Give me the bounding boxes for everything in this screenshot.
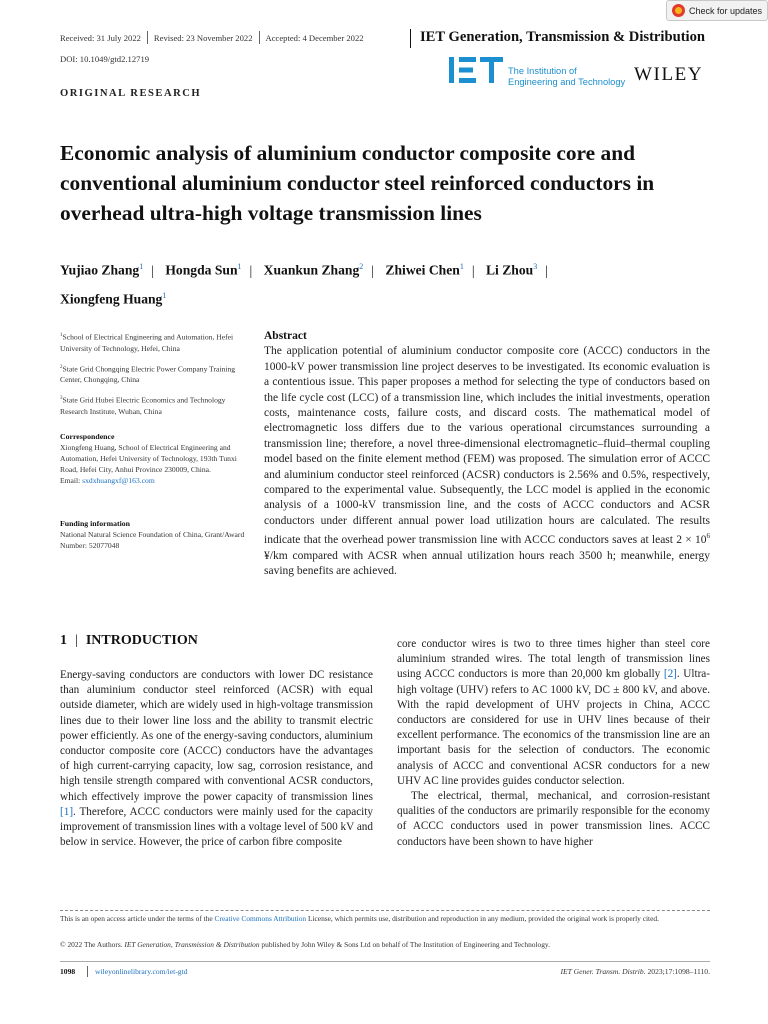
funding-text: National Natural Science Foundation of China, Grant/Award Number: 52077048 <box>60 530 245 550</box>
author[interactable]: Li Zhou$^3$ <box>485 262 538 278</box>
affiliation: $^2$State Grid Chongqing Electric Power Company Training Center, Chongqing, China <box>60 364 236 385</box>
abstract-heading: Abstract <box>264 330 307 342</box>
citation-link[interactable]: [1] <box>60 805 74 818</box>
article-dates <box>60 33 364 46</box>
iet-logo <box>449 57 503 83</box>
iet-line-2: Engineering and Technology <box>508 76 626 87</box>
divider <box>147 31 148 44</box>
correspondence-email: Email: sxdxhuangxf@163.com <box>60 476 155 485</box>
paragraph: The electrical, thermal, mechanical, and corrosion-resistant qualities of the conductors are primarily responsible for the economy of ACCC conductors used in power transmission lines. ACCC conductors have been shown to have higher <box>397 790 710 848</box>
affiliations <box>60 330 250 425</box>
abstract-text: The application potential of aluminium conductor composite core (ACCC) conductors in the 1000-kV power transmission line project deserves to be investigated. Its economic evaluation is a contentious issue. This paper proposes a method for selecting the type of conductors based on the life cycle cost (LCC) of a transmission line, which includes the initial investments, operation costs, maintenance costs, failure costs, and discard costs. The mathematical model of electromagnetic loss differs due to the various operational circumstances surrounding a transmission line; therefore, a novel three-dimensional electromagnetic–fluid–thermal coupling model based on the finite element method (FEM) was proposed. The simulation error of ACCC and aluminium conductor steel reinforced (ACSR) conductors is 2.56% and 0.5%, respectively, compared to the experimental value. Subsequently, the LCC model is applied in the economic analysis of a 1000-kV transmission line, and the costs of ACCC conductors and ACSR conductors under different annual power load utilization hours are calculated. The results indicate that the overhead power transmission line with ACCC conductors saves at least $2 \times 10^6$ ¥/km compared with ACSR when annual utilization hours reach 3500 h; meanwhile, energy saving benefits are achieved. <box>264 345 710 577</box>
affiliation: $^1$School of Electrical Engineering and Automation, Hefei University of Technology, Hefei, China <box>60 332 234 353</box>
abstract <box>264 329 710 579</box>
email-link[interactable]: sxdxhuangxf@163.com <box>82 476 155 485</box>
intro-right-column <box>397 637 710 850</box>
author[interactable]: Yujiao Zhang$^1$ <box>60 262 144 278</box>
correspondence-address: Xiongfeng Huang, School of Electrical Engineering and Automation, Hefei University of Technology, 193th Tunxi Road, Hefei City, Anhui Province 230009, China. <box>60 443 237 474</box>
wiley-logo: WILEY <box>634 64 704 85</box>
journal-title: IET Generation, Transmission & Distribution <box>410 29 705 48</box>
received-date: Received: 31 July 2022 <box>60 33 141 43</box>
license-notice: This is an open access article under the terms of the Creative Commons Attribution License, which permits use, distribution and reproduction in any medium, provided the original work is properly cited. <box>60 914 659 923</box>
author-separator: | <box>249 262 253 278</box>
intro-left-column <box>60 668 373 850</box>
divider <box>259 31 260 44</box>
paragraph: Energy-saving conductors are conductors with lower DC resistance than aluminium conductor steel reinforced (ACSR) with equal outside diameter, which are widely used in high-voltage transmission lines due to their lower line loss and the ability to transmit electric power efficiently. As one of the energy-saving conductors, aluminium conductor composite core (ACCC) conductors have the advantages of high current-carrying capacity, low sag, corrosion resistance, and high tensile strength compared with conventional ACSR conductors, which effectively improve the power capacity of transmission lines [1]. Therefore, ACCC conductors were mainly used for the capacity improvement of transmission lines with a voltage level of 500 kV and below in service. However, the price of carbon fibre composite <box>60 669 373 849</box>
section-heading: 1 | INTRODUCTION <box>60 633 198 648</box>
accepted-date: Accepted: 4 December 2022 <box>265 33 364 43</box>
author[interactable]: Hongda Sun$^1$ <box>165 262 242 278</box>
author[interactable]: Xuankun Zhang$^2$ <box>263 262 364 278</box>
article-type: ORIGINAL RESEARCH <box>60 88 202 99</box>
author-list <box>60 254 720 311</box>
check-for-updates-button[interactable] <box>666 0 768 21</box>
author-separator: | <box>371 262 375 278</box>
author[interactable]: Xiongfeng Huang$^1$ <box>60 290 167 307</box>
doi[interactable]: DOI: 10.1049/gtd2.12719 <box>60 54 150 64</box>
funding <box>60 518 250 551</box>
revised-date: Revised: 23 November 2022 <box>153 33 253 43</box>
correspondence <box>60 431 250 486</box>
license-link[interactable]: Creative Commons Attribution <box>214 914 307 923</box>
author-separator: | <box>545 262 548 278</box>
article-title: Economic analysis of aluminium conductor composite core and conventional aluminium conductor steel reinforced conductors in overhead ultra-high voltage transmission lines <box>60 141 655 225</box>
page-number: 1098 <box>60 967 76 976</box>
correspondence-heading: Correspondence <box>60 432 115 441</box>
author-separator: | <box>471 262 475 278</box>
paragraph: core conductor wires is two to three times higher than steel core aluminium stranded wires. The total length of transmission lines using ACCC conductors is more than 20,000 km globally [2]. Ultra-high voltage (UHV) refers to AC 1000 kV, DC ± 800 kV, and above. With the rapid development of UHV projects in China, ACCC conductors are considered for use in UHV lines because of their excellent performance. The economics of the transmission line are an important basis for the selection of conductors. The economic analysis of ACCC and conventional ACSR conductors for a new UHV AC line provides guides conductor selection. <box>397 638 710 787</box>
crossmark-icon <box>672 4 685 17</box>
divider <box>87 966 88 977</box>
citation-link[interactable]: [2] <box>663 668 677 681</box>
affiliation: $^3$State Grid Hubei Electric Economics and Technology Research Institute, Wuhan, China <box>60 395 226 416</box>
footnote-divider <box>60 910 710 911</box>
author-separator: | <box>151 262 154 278</box>
iet-institution-name <box>508 66 625 87</box>
journal-url-link[interactable]: wileyonlinelibrary.com/iet-gtd <box>95 967 188 976</box>
journal-citation: IET Gener. Transm. Distrib. 2023;17:1098–1110. <box>560 967 710 976</box>
check-for-updates-label: Check for updates <box>689 5 763 16</box>
copyright-notice: © 2022 The Authors. IET Generation, Transmission & Distribution published by John Wiley & Sons Ltd on behalf of The Institution of Engineering and Technology. <box>60 940 550 949</box>
funding-heading: Funding information <box>60 519 130 528</box>
footer-divider <box>60 961 710 962</box>
iet-line-1: The Institution of <box>508 66 577 76</box>
author[interactable]: Zhiwei Chen$^1$ <box>385 262 464 278</box>
